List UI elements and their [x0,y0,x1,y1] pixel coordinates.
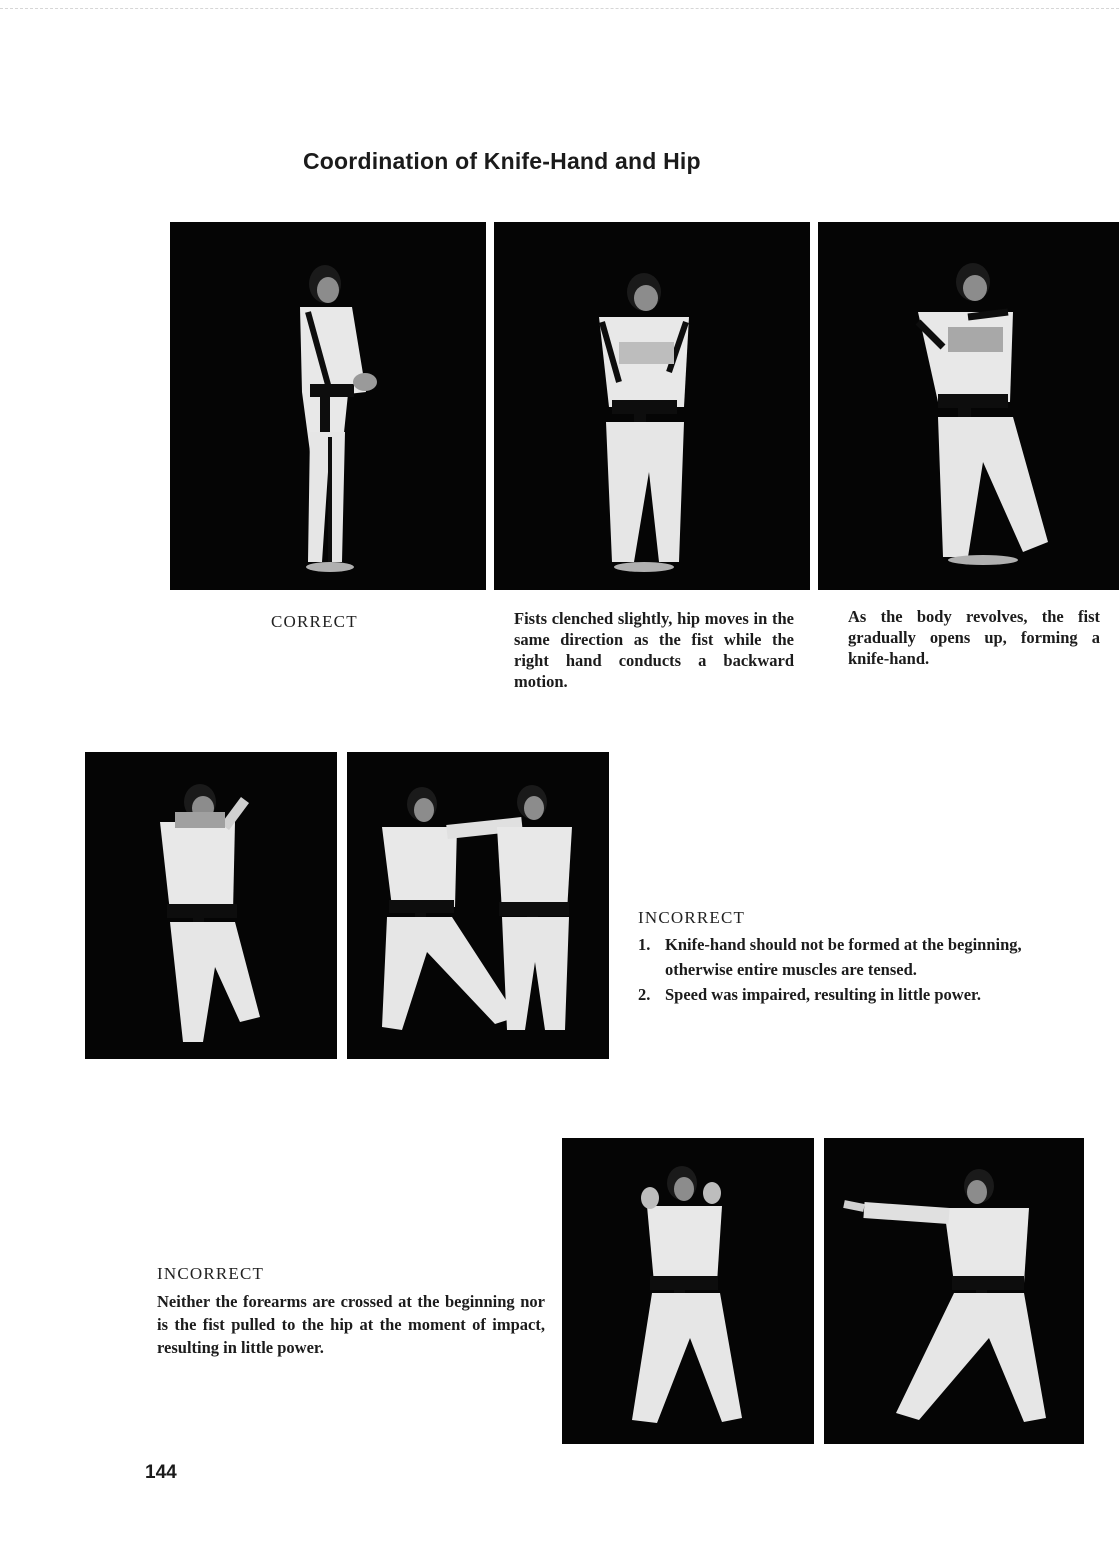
list-item-text: Speed was impaired, resulting in little power. [665,985,981,1004]
caption-incorrect-forearms: Neither the forearms are crossed at the beginning nor is the fist pulled to the hip at the moment of impact, resulting in little power. [157,1292,545,1357]
figure-front-stance [494,222,810,590]
photo-body-revolves [818,222,1119,590]
figure-fists-up [562,1138,814,1444]
list-item [638,932,1030,982]
figure-knife-hand-strike [824,1138,1084,1444]
page-number: 144 [145,1462,177,1483]
photo-incorrect-impact [824,1138,1084,1444]
photo-fists-clenched [494,222,810,590]
list-item-number: 1. [638,935,651,954]
figure-pair [347,752,609,1059]
page-top-rule [0,8,1119,9]
caption-fists-clenched: Fists clenched slightly, hip moves in the same direction as the fist while the right hand conducts a backward motion. [514,609,794,691]
incorrect-reasons-list [638,932,1030,1007]
list-item-text: Knife-hand should not be formed at the beginning, otherwise entire muscles are tensed. [665,935,1022,979]
page-title: Coordination of Knife-Hand and Hip [303,148,701,174]
list-item-number: 2. [638,985,651,1004]
figure-guard [85,752,337,1059]
label-incorrect-1: INCORRECT [638,908,746,927]
photo-incorrect-knife-hand-early [85,752,337,1059]
figure-turning [818,222,1119,590]
list-item [638,982,1030,1007]
caption-body-revolves: As the body revolves, the fist gradually opens up, forming a knife-hand. [848,607,1100,668]
photo-incorrect-partner-demo [347,752,609,1059]
label-correct: CORRECT [271,612,358,631]
photo-correct-ready-stance [170,222,486,590]
label-incorrect-2: INCORRECT [157,1264,265,1283]
figure-side-stance [170,222,486,590]
photo-incorrect-start [562,1138,814,1444]
